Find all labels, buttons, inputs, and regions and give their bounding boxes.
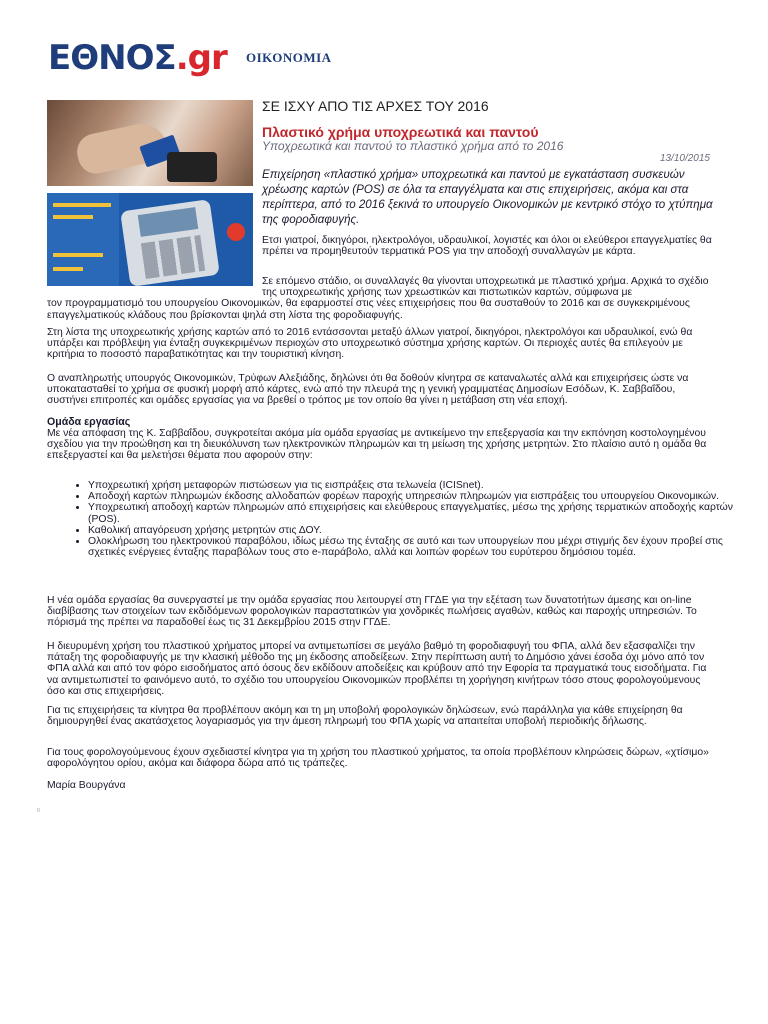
paragraph-1: Ετσι γιατροί, δικηγόροι, ηλεκτρολόγοι, υδραυλικοί, λογιστές και όλοι οι ελεύθεροι επαγγελματίες θα πρέπει να προμηθευτούν τερματικά POS για την αποδοχή συναλλαγών με κάρτα. [262,235,712,258]
paragraph-9: Για τους φορολογούμενους έχουν σχεδιαστεί κίνητρα για τη χρήση του πλαστικού χρήματος, τα οποία προβλέπουν κληρώσεις δώρων, «χτίσιμο» αφορολόγητου ορίου, ακόμα και διάφορα δώρα από τις τράπεζες. [47,747,709,770]
photo-badge [227,223,245,241]
bullet-list [62,480,738,558]
article-subtitle: Υποχρεωτικά και παντού το πλαστικό χρήμα από το 2016 [262,139,564,153]
list-item: • Υποχρεωτική αποδοχή καρτών πληρωμών από επιχειρήσεις και ελεύθερους επαγγελματίες, μέσω της χρήσης τερματικών αποδοχής καρτών (POS). [88,502,738,524]
paragraph-6: Η νέα ομάδα εργασίας θα συνεργαστεί με την ομάδα εργασίας που λειτουργεί στη ΓΓΔΕ για την εξέταση των δυνατοτήτων άμεσης και on-line διαβίβασης των στοιχείων των εκδιδόμενων φορολογικών παραστατικών για χονδρικές πωλήσεις αγαθών, καθώς και παροχής υπηρεσιών. Το πόρισμά της πρέπει να παραδοθεί έως τις 31 Δεκεμβρίου 2015 στην ΓΓΔΕ. [47,595,697,629]
paragraph-2-first: Σε επόμενο στάδιο, οι συναλλαγές θα γίνονται υποχρεωτικά με πλαστικό χρήμα. Αρχικά το σχέδιο της υποχρεωτικής χρήσης των χρεωστικών και πιστωτικών καρτών, σύμφωνα με [262,276,709,299]
list-item: • Αποδοχή καρτών πληρωμών έκδοσης αλλοδαπών φορέων παροχής υπηρεσιών πληρωμών για εισπράξεις του υπουργείου Οικονομικών. [88,491,738,502]
list-item: • Καθολική απαγόρευση χρήσης μετρητών στις ΔΟΥ. [88,525,738,536]
list-item: • Υποχρεωτική χρήση μεταφορών πιστώσεων για τις εισπράξεις στα τελωνεία (ICISnet). [88,480,738,491]
section-heading: Ομάδα εργασίας [47,416,131,428]
article-author: Μαρία Βουργάνα [47,780,126,791]
paragraph-8: Για τις επιχειρήσεις τα κίνητρα θα προβλέπουν ακόμη και τη μη υποβολή φορολογικών δηλώσεων, ενώ παράλληλα για κάθε επιχείρηση θα δημιουργηθεί ένας ακατάσχετος λογαριασμός για την άμεση πληρωμή του ΦΠΑ χωρίς να απαιτείται υποβολή περιοδικής δήλωσης. [47,705,683,728]
page-footnote: 0 [37,808,40,814]
article-photo-card-payment [47,100,253,186]
article-photo-pos-terminal [47,193,253,286]
photo-terminal [167,152,217,182]
paragraph-7: Η διευρυμένη χρήση του πλαστικού χρήματος μπορεί να αντιμετωπίσει σε μεγάλο βαθμό τη φοροδιαφυγή του ΦΠΑ, αλλά δεν εξασφαλίζει την πάταξη της φοροδιαφυγής με την κλασική μέθοδο της μη έκδοσης αποδείξεων. Στην περίπτωση αυτή το Δημόσιο χάνει έσοδα όχι μόνο από τον ΦΠΑ αλλά και από τον φόρο εισοδήματος από όσους δεν εκδίδουν αποδείξεις και κρύβουν από την Εφορία τα πραγματικά τους εισοδήματα. Για να αντιμετωπιστεί το φαινόμενο αυτό, το σχέδιο του υπουργείου Οικονομικών προβλέπει τη χορήγηση κινήτρων τόσο στους φορολογούμενους όσο και στις επιχειρήσεις. [47,641,707,697]
article-date: 13/10/2015 [659,153,710,164]
paragraph-3: Στη λίστα της υποχρεωτικής χρήσης καρτών από το 2016 εντάσσονται μεταξύ άλλων γιατροί, δικηγόροι, ηλεκτρολόγοι και υδραυλικοί, ενώ θα υπάρξει και πρόβλεψη για ένταξη συγκεκριμένων περιοχών στο υποχρεωτικό σύστημα χρήσης καρτών. Οι περιοχές αυτές θα επιλεγούν με κριτήρια το ποσοστό παραβατικότητας και την τουριστική κίνηση. [47,327,693,361]
article-lead: Επιχείρηση «πλαστικό χρήμα» υποχρεωτικά και παντού με εγκατάσταση συσκευών χρέωσης καρτών (POS) σε όλα τα επαγγέλματα και στις επιχειρήσεις, ακόμα και στα περίπτερα, από το 2016 ξεκινά το υπουργείο Οικονομικών με κεντρικό στόχο το χτύπημα της φοροδιαφυγής. [262,168,713,226]
paragraph-2 [47,276,715,321]
logo-main-text: ΕΘΝΟΣ [48,38,176,78]
photo-newspaper-clip [47,193,119,286]
article-title: Πλαστικό χρήμα υποχρεωτικά και παντού [262,124,539,140]
logo-tld: gr [187,38,227,78]
logo-dot: . [175,38,188,78]
section-label[interactable]: ΟΙΚΟΝΟΜΙΑ [246,50,332,65]
list-item: • Ολοκλήρωση του ηλεκτρονικού παραβόλου, ιδίως μέσω της ένταξης σε αυτό και των υπουργείων που μέχρι στιγμής δεν έχουν προβεί στις σχετικές ενέργειες ένταξης παραβόλων τους στο e-παράβολο, αλλά και λοιπών φορέων του ευρύτερου δημόσιου τομέα. [88,536,738,558]
paragraph-2-rest: τον προγραμματισμό του υπουργείου Οικονομικών, θα εφαρμοστεί στις νέες επιχειρήσεις που θα συσταθούν το 2016 και σε συγκεκριμένους επαγγελματικούς κλάδους που βρίσκονται ψηλά στη λίστα της φοροδιαφυγής. [47,298,690,321]
logo-wordmark [48,38,227,78]
article-kicker: ΣΕ ΙΣΧΥ ΑΠΟ ΤΙΣ ΑΡΧΕΣ ΤΟΥ 2016 [262,98,489,114]
paragraph-5: Με νέα απόφαση της Κ. Σαββαΐδου, συγκροτείται ακόμα μία ομάδα εργασίας με αντικείμενο την επεξεργασία και την εκπόνηση κοστολογημένου σχεδίου για την προώθηση και τη διευκόλυνση των ηλεκτρονικών πληρωμών και τη μείωση της χρήσης μετρητών. Στο πλαίσιο αυτό η ομάδα θα επεξεργαστεί και θα μελετήσει θέματα που αφορούν στην: [47,428,707,462]
paragraph-4: Ο αναπληρωτής υπουργός Οικονομικών, Τρύφων Αλεξιάδης, δηλώνει ότι θα δοθούν κίνητρα σε καταναλωτές αλλά και επιχειρήσεις ώστε να υποκατασταθεί το χρήμα σε φυσική μορφή από κάρτες, ενώ από την πλευρά της η γενική γραμματέας Δημοσίων Εσόδων, Κ. Σαββαΐδου, συστήνει επιτροπές και ομάδες εργασίας για να βρεθεί ο τρόπος με τον οποίο θα γίνει η μετάβαση στη νέα εποχή. [47,373,689,407]
